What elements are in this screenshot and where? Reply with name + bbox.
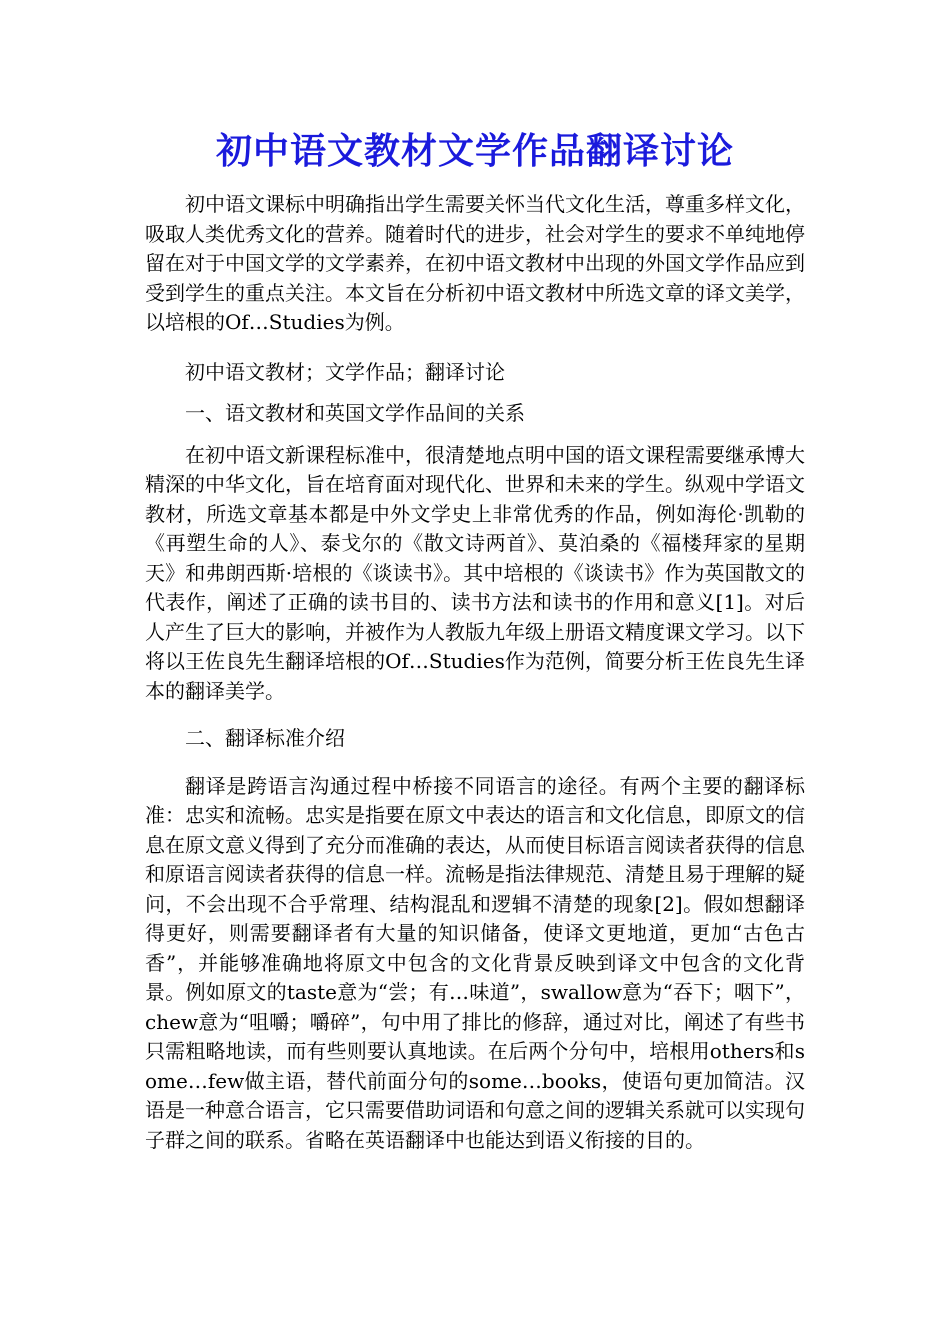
document-title: 初中语文教材文学作品翻译讨论 xyxy=(215,130,734,172)
section-heading-2: 二、翻译标准介绍 xyxy=(185,726,345,750)
section-1-paragraph: 在初中语文新课程标准中，很清楚地点明中国的语文课程需要继承博大精深的中华文化，旨在培育面对现代化、世界和未来的学生。纵观中学语文教材，所选文章基本都是中外文学史上非常优秀的作品，例如海伦·凯勒的《再塑生命的人》、泰戈尔的《散文诗两首》、莫泊桑的《福楼拜家的星期天》和弗朗西斯·培根的《谈读书》。其中培根的《谈读书》作为英国散文的代表作，阐述了正确的读书目的、读书方法和读书的作用和意义[1]。对后人产生了巨大的影响，并被作为人教版九年级上册语文精度课文学习。以下将以王佐良先生翻译培根的Of…Studies作为范例，简要分析王佐良先生译本的翻译美学。 xyxy=(145,442,805,703)
keywords-line: 初中语文教材；文学作品；翻译讨论 xyxy=(185,359,505,384)
document-page xyxy=(145,0,805,1155)
section-2-paragraph: 翻译是跨语言沟通过程中桥接不同语言的途径。有两个主要的翻译标准：忠实和流畅。忠实是指要在原文中表达的语言和文化信息，即原文的信息在原文意义得到了充分而准确的表达，从而使目标语言阅读者获得的信息和原语言阅读者获得的信息一样。流畅是指法律规范、清楚且易于理解的疑问，不会出现不合乎常理、结构混乱和逻辑不清楚的现象[2]。假如想翻译得更好，则需要翻译者有大量的知识储备，使译文更地道，更加“古色古香”，并能够准确地将原文中包含的文化背景反映到译文中包含的文化背景。例如原文的taste意为“尝；有…味道”，swallow意为“吞下；咽下”，chew意为“咀嚼；嚼碎”，句中用了排比的修辞，通过对比，阐述了有些书只需粗略地读，而有些则要认真地读。在后两个分句中，培根用others和some…few做主语，替代前面分句的some…books，使语句更加简洁。汉语是一种意合语言，它只需要借助词语和句意之间的逻辑关系就可以实现句子群之间的联系。省略在英语翻译中也能达到语义衔接的目的。 xyxy=(145,773,805,1152)
section-heading-1: 一、语文教材和英国文学作品间的关系 xyxy=(185,401,525,425)
abstract-paragraph: 初中语文课标中明确指出学生需要关怀当代文化生活，尊重多样文化，吸取人类优秀文化的营养。随着时代的进步，社会对学生的要求不单纯地停留在对于中国文学的文学素养，在初中语文教材中出现的外国文学作品应到受到学生的重点关注。本文旨在分析初中语文教材中所选文章的译文美学，以培根的Of…Studies为例。 xyxy=(145,192,805,334)
